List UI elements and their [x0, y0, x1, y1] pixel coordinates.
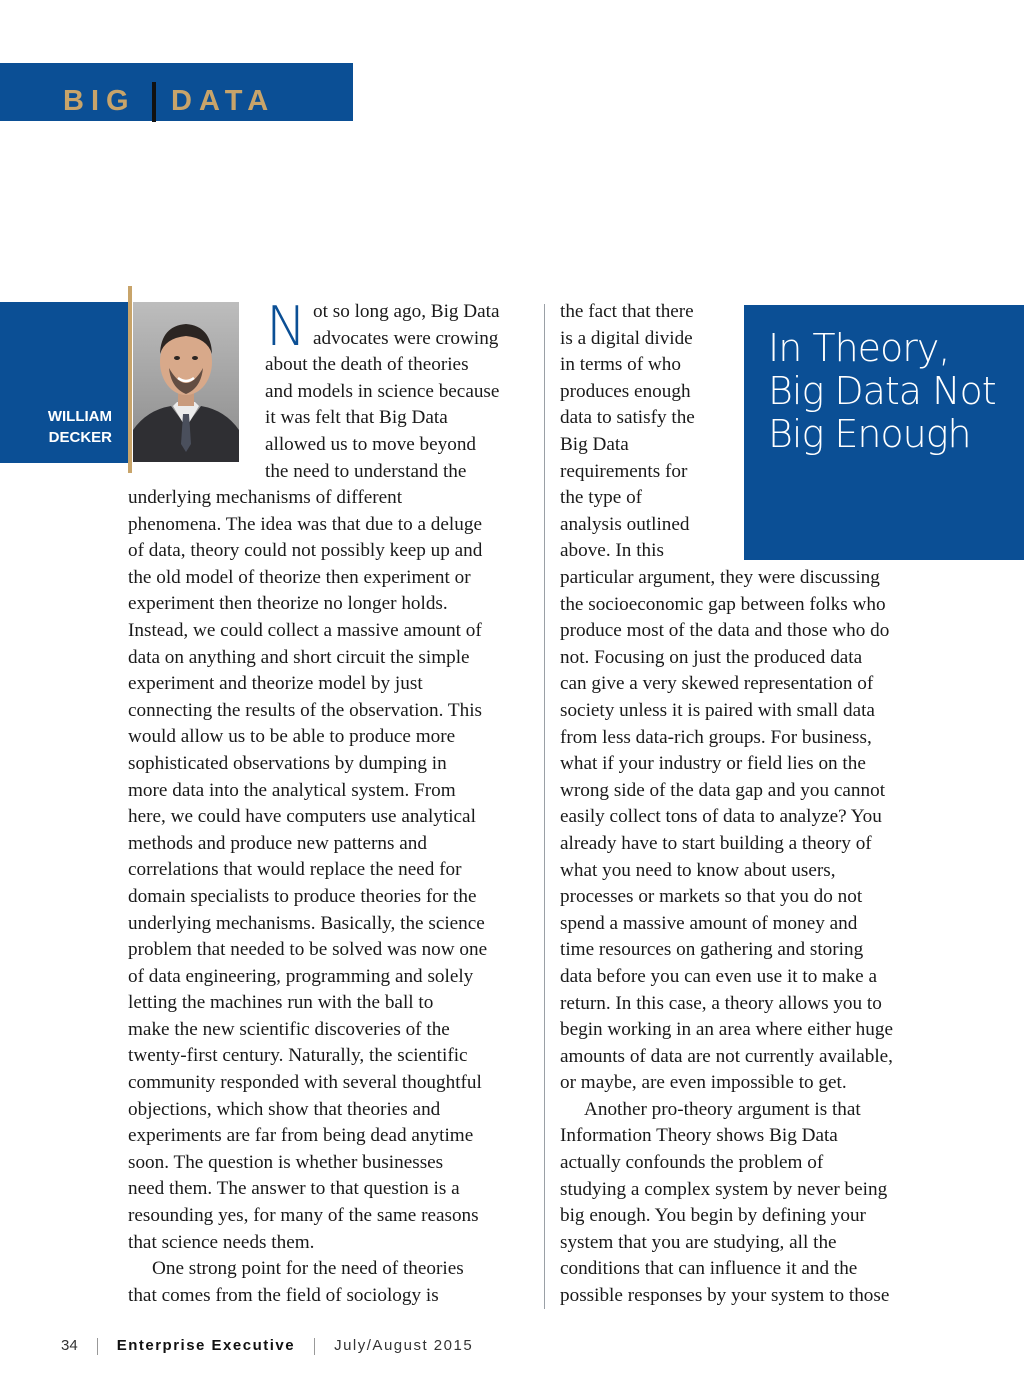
text-line: data on anything and short circuit the simple	[128, 646, 470, 668]
author-name	[0, 406, 112, 448]
author-last-name: DECKER	[48, 429, 112, 446]
title-line: In Theory,	[768, 326, 950, 370]
text-line: here, we could have computers use analytical	[128, 806, 476, 828]
text-line: Another pro-theory argument is that	[584, 1098, 861, 1120]
text-line: twenty-first century. Naturally, the scientific	[128, 1045, 468, 1067]
text-line: more data into the analytical system. From	[128, 779, 456, 801]
text-line: studying a complex system by never being	[560, 1178, 888, 1200]
text-line: correlations that would replace the need for	[128, 859, 462, 881]
text-line: the old model of theorize then experiment or	[128, 566, 471, 588]
section-label-data: DATA	[171, 85, 276, 117]
text-line: Instead, we could collect a massive amount of	[128, 619, 482, 641]
author-photo	[133, 302, 239, 462]
text-line: in terms of who	[560, 354, 681, 376]
text-line: that comes from the field of sociology is	[128, 1284, 439, 1306]
text-line: need them. The answer to that question is a	[128, 1178, 460, 1200]
title-line: Big Enough	[768, 412, 971, 456]
text-line: what if your industry or field lies on the	[560, 753, 866, 775]
text-line: above. In this	[560, 540, 664, 562]
text-line: of data engineering, programming and solely	[128, 965, 474, 987]
magazine-name: Enterprise Executive	[116, 1337, 296, 1354]
text-line: the type of	[560, 487, 643, 509]
column-2-intro	[560, 299, 695, 565]
issue-date: July/August 2015	[334, 1337, 474, 1354]
text-line: the fact that there	[560, 301, 694, 322]
text-line: that science needs them.	[128, 1231, 315, 1253]
text-line: letting the machines run with the ball to	[128, 992, 434, 1014]
text-line: spend a massive amount of money and	[560, 912, 858, 934]
text-line: underlying mechanisms of different	[128, 487, 403, 508]
text-line: easily collect tons of data to analyze? You	[560, 806, 882, 828]
author-first-name: WILLIAM	[47, 408, 112, 425]
text-line: the socioeconomic gap between folks who	[560, 593, 886, 615]
text-line: from less data-rich groups. For business,	[560, 726, 872, 748]
text-line: possible responses by your system to those	[560, 1285, 890, 1307]
text-line: data to satisfy the	[560, 407, 695, 429]
text-line: advocates were crowing	[313, 327, 499, 349]
text-line: is a digital divide	[560, 327, 693, 349]
text-line: Big Data	[560, 433, 629, 455]
text-line: objections, which show that theories and	[128, 1098, 441, 1120]
article-title	[768, 327, 1008, 456]
section-label-big: BIG	[63, 85, 136, 117]
column-2-body	[560, 565, 893, 1310]
text-line: actually confounds the problem of	[560, 1152, 824, 1174]
title-line: Big Data Not	[768, 369, 996, 413]
column-1-intro	[265, 295, 500, 485]
text-line: ot so long ago, Big Data	[313, 301, 500, 322]
text-line: connecting the results of the observation. This	[128, 699, 483, 721]
gold-rule	[128, 286, 132, 473]
text-line: time resources on gathering and storing	[560, 939, 864, 961]
text-line: analysis outlined	[560, 513, 690, 535]
page-number: 34	[61, 1337, 78, 1354]
text-line: it was felt that Big Data	[265, 407, 448, 429]
text-line: data before you can even use it to make a	[560, 965, 877, 987]
text-line: about the death of theories	[265, 354, 469, 376]
text-line: phenomena. The idea was that due to a deluge	[128, 513, 482, 535]
text-line: resounding yes, for many of the same reasons	[128, 1205, 479, 1227]
text-line: domain specialists to produce theories for the	[128, 885, 477, 907]
text-line: the need to understand the	[265, 460, 467, 482]
text-line: or maybe, are even impossible to get.	[560, 1072, 847, 1094]
text-line: conditions that can influence it and the	[560, 1258, 858, 1280]
footer-divider	[314, 1338, 315, 1355]
text-line: experiment then theorize no longer holds.	[128, 593, 448, 615]
section-divider	[152, 82, 156, 122]
column-1-body	[128, 485, 487, 1309]
text-line: experiment and theorize model by just	[128, 673, 423, 695]
text-line: soon. The question is whether businesses	[128, 1151, 444, 1173]
text-line: system that you are studying, all the	[560, 1231, 837, 1253]
text-line: wrong side of the data gap and you cannot	[560, 779, 886, 801]
text-line: problem that needed to be solved was now one	[128, 939, 488, 961]
text-line: already have to start building a theory of	[560, 832, 872, 854]
text-line: One strong point for the need of theories	[152, 1258, 464, 1280]
text-line: what you need to know about users,	[560, 859, 836, 881]
text-line: allowed us to move beyond	[265, 433, 477, 455]
text-line: experiments are far from being dead anytime	[128, 1125, 474, 1147]
text-line: methods and produce new patterns and	[128, 832, 427, 854]
text-line: processes or markets so that you do not	[560, 886, 863, 908]
text-line: community responded with several thoughtful	[128, 1072, 482, 1094]
text-line: make the new scientific discoveries of the	[128, 1018, 450, 1040]
author-portrait-icon	[133, 302, 239, 462]
text-line: amounts of data are not currently available,	[560, 1045, 893, 1067]
text-line: and models in science because	[265, 380, 500, 402]
drop-cap: N	[266, 295, 307, 358]
text-line: of data, theory could not possibly keep up and	[128, 540, 483, 562]
text-line: begin working in an area where either huge	[560, 1019, 893, 1041]
text-line: underlying mechanisms. Basically, the science	[128, 912, 485, 934]
text-line: big enough. You begin by defining your	[560, 1205, 866, 1227]
text-line: produces enough	[560, 380, 691, 402]
page-footer	[61, 1336, 473, 1356]
text-line: not. Focusing on just the produced data	[560, 646, 863, 668]
text-line: sophisticated observations by dumping in	[128, 752, 447, 774]
text-line: produce most of the data and those who do	[560, 620, 890, 642]
text-line: can give a very skewed representation of	[560, 673, 874, 695]
text-line: return. In this case, a theory allows you to	[560, 992, 882, 1014]
text-line: would allow us to be able to produce more	[128, 726, 456, 748]
text-line: Information Theory shows Big Data	[560, 1125, 838, 1147]
text-line: particular argument, they were discussing	[560, 567, 880, 588]
text-line: society unless it is paired with small data	[560, 699, 875, 721]
text-line: requirements for	[560, 460, 688, 482]
column-divider	[544, 304, 545, 1309]
footer-divider	[97, 1338, 98, 1355]
